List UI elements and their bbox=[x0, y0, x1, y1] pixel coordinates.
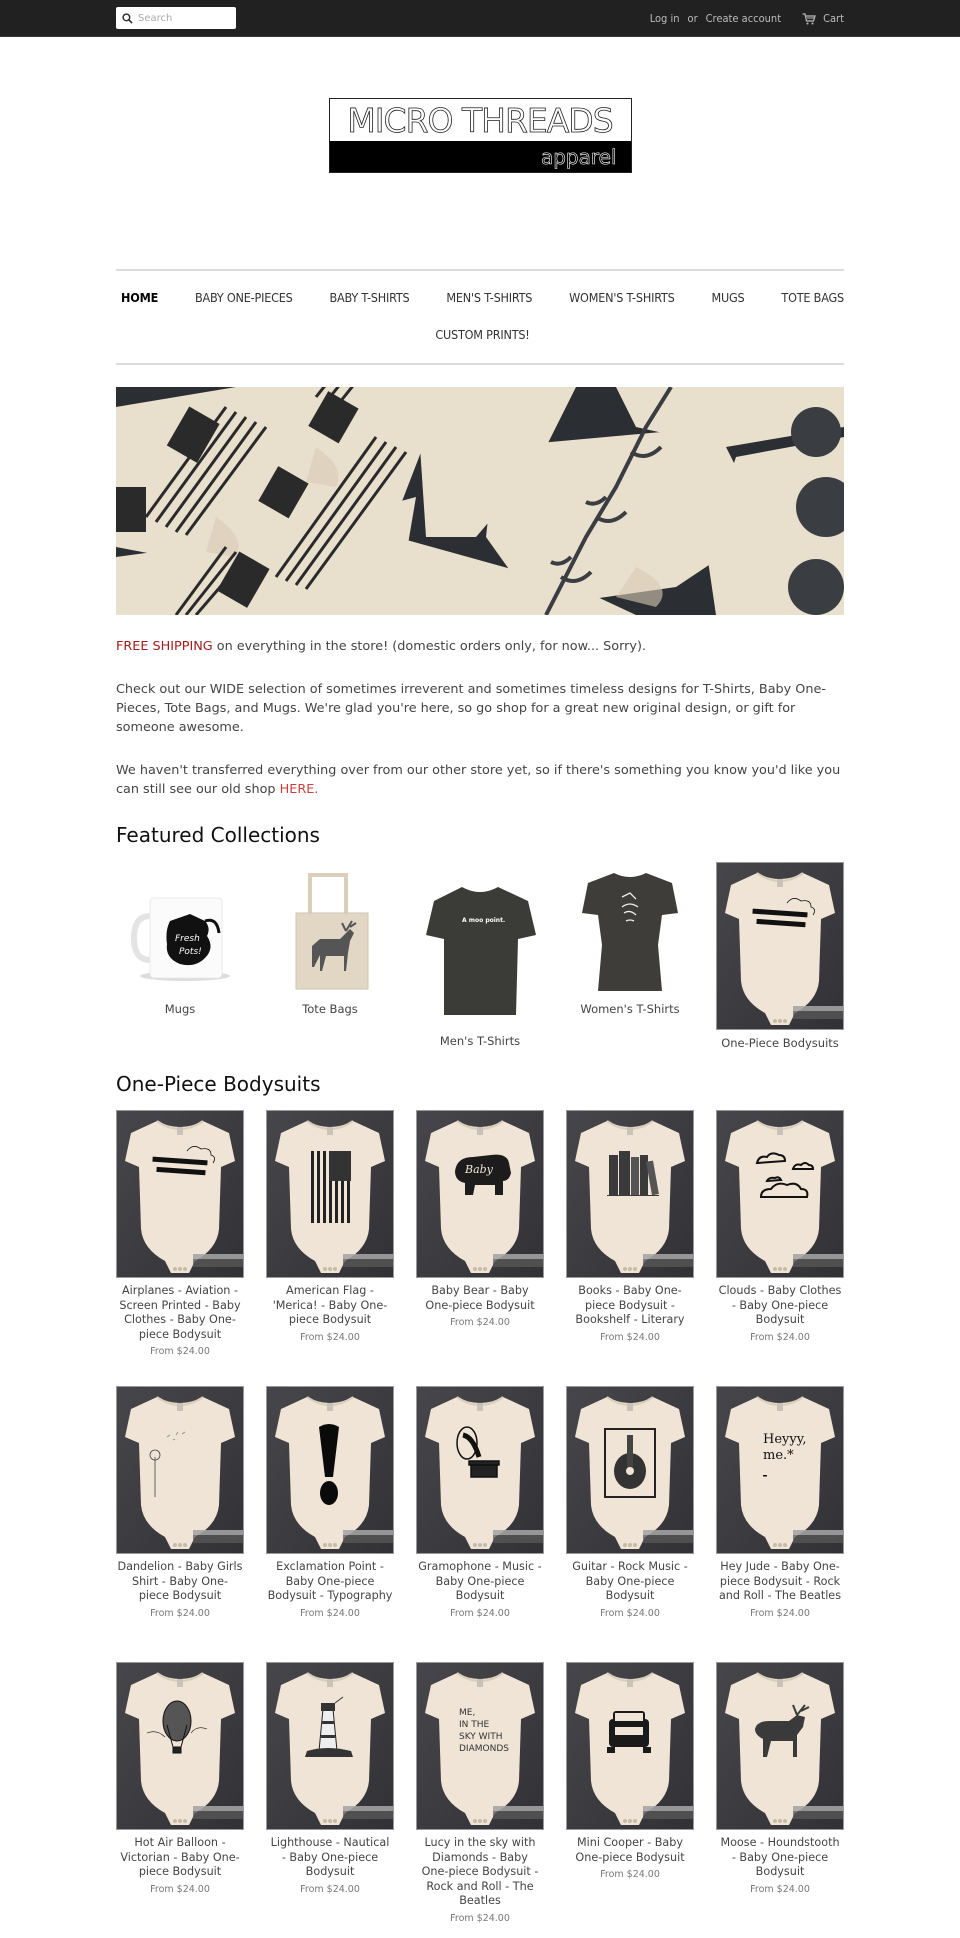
product-title: Mini Cooper - Baby One-piece Bodysuit bbox=[575, 1836, 685, 1864]
collection-label: One-Piece Bodysuits bbox=[721, 1036, 839, 1050]
nav-home[interactable]: HOME bbox=[121, 289, 159, 305]
cart-label: Cart bbox=[823, 12, 844, 25]
account-links bbox=[650, 0, 844, 37]
svg-text:Pots!: Pots! bbox=[179, 947, 202, 957]
product-title: Moose - Houndstooth - Baby One-piece Bodysuit bbox=[720, 1836, 840, 1878]
collection-mugs[interactable] bbox=[116, 862, 244, 1050]
watermark bbox=[493, 1806, 543, 1819]
product-card[interactable] bbox=[266, 1386, 394, 1662]
featured-collections bbox=[116, 862, 844, 1050]
product-title: Books - Baby One-piece Bodysuit - Bookshelf - Literary bbox=[575, 1284, 685, 1326]
watermark bbox=[343, 1806, 393, 1819]
collection-one-piece-bodysuits[interactable] bbox=[716, 862, 844, 1050]
product-card[interactable] bbox=[416, 1386, 544, 1662]
product-card[interactable] bbox=[716, 1110, 844, 1386]
product-price: From $24.00 bbox=[150, 1346, 210, 1357]
product-image bbox=[416, 1386, 544, 1554]
product-price: From $24.00 bbox=[750, 1331, 810, 1343]
nav-baby-t-shirts[interactable]: BABY T-SHIRTS bbox=[329, 289, 410, 305]
product-card[interactable] bbox=[716, 1386, 844, 1662]
product-card[interactable] bbox=[716, 1662, 844, 1938]
product-card[interactable] bbox=[566, 1662, 694, 1938]
or-separator: or bbox=[687, 12, 698, 25]
mug-image bbox=[116, 862, 244, 1000]
svg-text:A moo point.: A moo point. bbox=[462, 917, 506, 924]
womens-tshirt-image bbox=[566, 862, 694, 1000]
product-price: From $24.00 bbox=[450, 1317, 510, 1328]
bodysuit-collection-image bbox=[716, 862, 844, 1030]
watermark bbox=[343, 1530, 393, 1543]
product-card[interactable] bbox=[416, 1662, 544, 1938]
watermark bbox=[793, 1530, 843, 1543]
product-image bbox=[116, 1110, 244, 1278]
top-bar bbox=[0, 0, 960, 37]
product-price: From $24.00 bbox=[450, 1912, 510, 1924]
watermark bbox=[193, 1254, 243, 1267]
product-image bbox=[716, 1110, 844, 1278]
watermark bbox=[493, 1530, 543, 1543]
product-price: From $24.00 bbox=[150, 1607, 210, 1619]
hero-image bbox=[116, 387, 844, 615]
product-title: Airplanes - Aviation - Screen Printed - Baby Clothes - Baby One-piece Bodysuit bbox=[119, 1284, 241, 1341]
product-card[interactable] bbox=[116, 1386, 244, 1662]
product-image bbox=[116, 1662, 244, 1830]
search-input[interactable] bbox=[138, 13, 233, 24]
watermark bbox=[643, 1530, 693, 1543]
free-shipping-highlight: FREE SHIPPING bbox=[116, 639, 213, 654]
product-card[interactable] bbox=[116, 1110, 244, 1386]
tote-bag-image bbox=[266, 862, 394, 1000]
hero-banner[interactable] bbox=[116, 387, 844, 615]
product-image bbox=[716, 1662, 844, 1830]
old-shop-link[interactable]: HERE. bbox=[279, 782, 319, 797]
product-grid bbox=[116, 1110, 844, 1938]
collection-label: Mugs bbox=[164, 1002, 196, 1016]
product-title: Guitar - Rock Music - Baby One-piece Bodysuit bbox=[572, 1560, 688, 1602]
product-title: Exclamation Point - Baby One-piece Bodysuit - Typography bbox=[267, 1560, 393, 1602]
watermark bbox=[193, 1530, 243, 1543]
collection-womens-t-shirts[interactable] bbox=[566, 862, 694, 1050]
logo-subtitle: apparel bbox=[330, 141, 631, 172]
product-title: Gramophone - Music - Baby One-piece Bodysuit bbox=[418, 1560, 542, 1602]
product-price: From $24.00 bbox=[600, 1869, 660, 1880]
product-card[interactable] bbox=[416, 1110, 544, 1386]
product-title: Lucy in the sky with Diamonds - Baby One-piece Bodysuit - Rock and Roll - The Beatles bbox=[421, 1836, 539, 1907]
header bbox=[0, 37, 960, 232]
product-title: Hey Jude - Baby One-piece Bodysuit - Rock and Roll - The Beatles bbox=[718, 1560, 842, 1602]
product-image bbox=[266, 1386, 394, 1554]
watermark bbox=[793, 1806, 843, 1819]
nav-mens-t-shirts[interactable]: MEN'S T-SHIRTS bbox=[446, 289, 533, 305]
store-logo[interactable] bbox=[329, 98, 632, 173]
watermark bbox=[643, 1806, 693, 1819]
product-price: From $24.00 bbox=[600, 1607, 660, 1619]
create-account-link[interactable]: Create account bbox=[705, 12, 782, 25]
product-image bbox=[566, 1386, 694, 1554]
old-shop-paragraph: We haven't transferred everything over from our other store yet, so if there's something you know you'd like you can still see our old shop HERE. bbox=[116, 763, 841, 797]
product-image bbox=[566, 1662, 694, 1830]
product-price: From $24.00 bbox=[300, 1607, 360, 1619]
collection-label: Women's T-Shirts bbox=[580, 1002, 680, 1016]
product-title: Lighthouse - Nautical - Baby One-piece Bodysuit bbox=[270, 1836, 390, 1878]
welcome-paragraph: Check out our WIDE selection of sometimes irreverent and sometimes timeless designs for T-Shirts, Baby One-Pieces, Tote Bags, and Mugs. We're glad you're here, so go shop for a great new original design, or gift for someone awesome. bbox=[116, 682, 826, 735]
featured-collections-heading: Featured Collections bbox=[116, 823, 320, 847]
product-title: Hot Air Balloon - Victorian - Baby One-piece Bodysuit bbox=[120, 1836, 240, 1878]
watermark bbox=[343, 1254, 393, 1267]
login-link[interactable]: Log in bbox=[649, 12, 680, 25]
product-image bbox=[416, 1662, 544, 1830]
product-title: Dandelion - Baby Girls Shirt - Baby One-piece Bodysuit bbox=[117, 1560, 243, 1602]
watermark bbox=[793, 1254, 843, 1267]
product-card[interactable] bbox=[116, 1662, 244, 1938]
main-nav bbox=[116, 269, 844, 365]
product-image bbox=[566, 1110, 694, 1278]
product-price: From $24.00 bbox=[150, 1883, 210, 1895]
search-box[interactable] bbox=[116, 7, 236, 29]
shipping-notice: FREE SHIPPING on everything in the store! (domestic orders only, for now... Sorry). bbox=[116, 639, 647, 654]
search-icon bbox=[122, 13, 133, 24]
product-card[interactable] bbox=[266, 1662, 394, 1938]
watermark bbox=[193, 1806, 243, 1819]
watermark bbox=[793, 1006, 843, 1019]
collection-label: Tote Bags bbox=[302, 1002, 358, 1016]
product-image bbox=[116, 1386, 244, 1554]
cart-link[interactable] bbox=[802, 12, 844, 25]
product-price: From $24.00 bbox=[600, 1331, 660, 1343]
collection-tote-bags[interactable] bbox=[266, 862, 394, 1050]
logo-title: MICRO THREADS bbox=[347, 100, 613, 140]
product-card[interactable] bbox=[566, 1110, 694, 1386]
product-price: From $24.00 bbox=[750, 1883, 810, 1895]
product-card[interactable] bbox=[566, 1386, 694, 1662]
intro-text bbox=[116, 637, 844, 799]
nav-womens-t-shirts[interactable]: WOMEN'S T-SHIRTS bbox=[569, 289, 675, 305]
product-title: Clouds - Baby Clothes - Baby One-piece Bodysuit bbox=[718, 1284, 842, 1326]
collection-label: Men's T-Shirts bbox=[439, 1034, 521, 1048]
product-title: Baby Bear - Baby One-piece Bodysuit bbox=[425, 1284, 535, 1312]
watermark bbox=[493, 1254, 543, 1267]
collection-mens-t-shirts[interactable] bbox=[416, 862, 544, 1050]
svg-text:Fresh: Fresh bbox=[175, 934, 200, 944]
nav-custom-prints[interactable]: CUSTOM PRINTS! bbox=[435, 326, 530, 342]
product-image bbox=[266, 1110, 394, 1278]
mens-tshirt-image bbox=[416, 862, 544, 1032]
nav-tote-bags[interactable]: TOTE BAGS bbox=[781, 289, 844, 305]
product-title: American Flag - 'Merica! - Baby One-piece Bodysuit bbox=[272, 1284, 388, 1326]
product-price: From $24.00 bbox=[300, 1331, 360, 1343]
nav-mugs[interactable]: MUGS bbox=[711, 289, 745, 305]
bodysuits-heading: One-Piece Bodysuits bbox=[116, 1072, 321, 1096]
nav-baby-one-pieces[interactable]: BABY ONE-PIECES bbox=[195, 289, 293, 305]
product-price: From $24.00 bbox=[750, 1607, 810, 1619]
product-image bbox=[716, 1386, 844, 1554]
watermark bbox=[643, 1254, 693, 1267]
product-price: From $24.00 bbox=[450, 1607, 510, 1619]
product-card[interactable] bbox=[266, 1110, 394, 1386]
cart-icon bbox=[802, 13, 816, 25]
product-image bbox=[416, 1110, 544, 1278]
product-price: From $24.00 bbox=[300, 1883, 360, 1895]
product-image bbox=[266, 1662, 394, 1830]
